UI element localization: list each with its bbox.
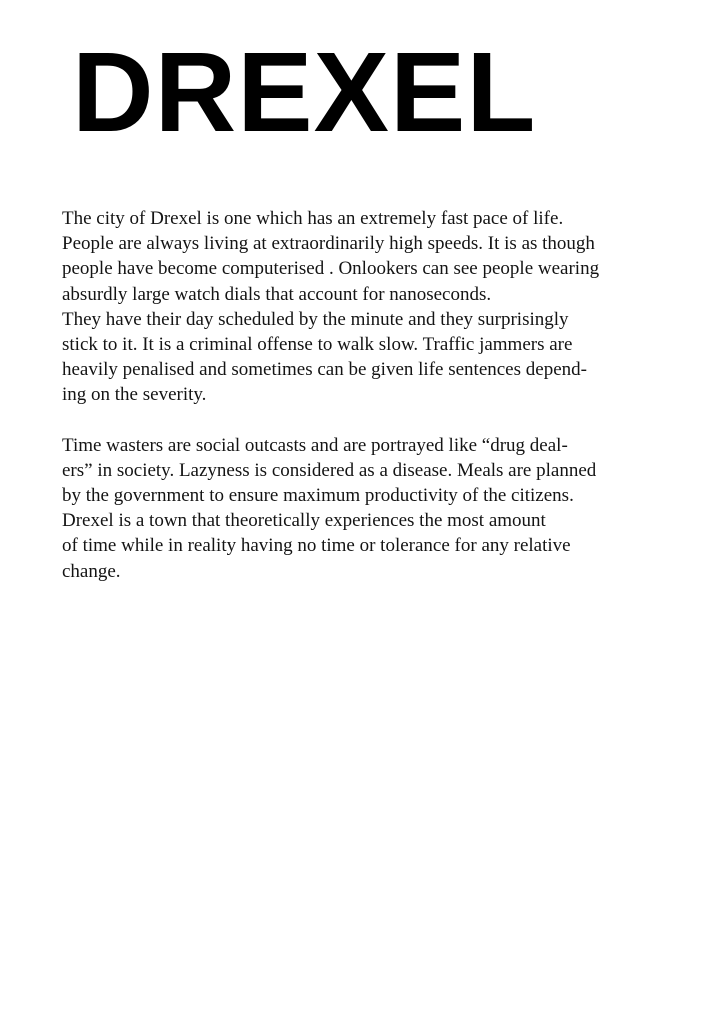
text-line: change. [62, 560, 121, 582]
text-line: People are always living at extraordinarily high speeds. It is as though [62, 233, 595, 255]
text-line: Drexel is a town that theoretically experiences the most amount [62, 510, 546, 532]
text-line: The city of Drexel is one which has an extremely fast pace of life. [62, 208, 564, 229]
text-line: heavily penalised and sometimes can be given life sentences depend- [62, 359, 587, 381]
page-title: DREXEL [72, 29, 537, 155]
text-line: stick to it. It is a criminal offense to walk slow. Traffic jammers are [62, 333, 573, 355]
body-text [62, 206, 702, 584]
text-line: absurdly large watch dials that account for nanoseconds. [62, 283, 492, 305]
text-line: of time while in reality having no time or tolerance for any relative [62, 535, 571, 557]
paragraph-gap [62, 408, 702, 433]
paragraph-2 [62, 433, 702, 584]
text-line: ers” in society. Lazyness is considered as a disease. Meals are planned [62, 459, 597, 481]
text-line: ing on the severity. [62, 384, 207, 406]
text-line: people have become computerised . Onlookers can see people wearing [62, 258, 600, 280]
text-line: Time wasters are social outcasts and are portrayed like “drug deal- [62, 434, 568, 456]
paragraph-1 [62, 206, 702, 408]
text-line: by the government to ensure maximum productivity of the citizens. [62, 485, 574, 507]
text-line: They have their day scheduled by the minute and they surprisingly [62, 308, 569, 330]
